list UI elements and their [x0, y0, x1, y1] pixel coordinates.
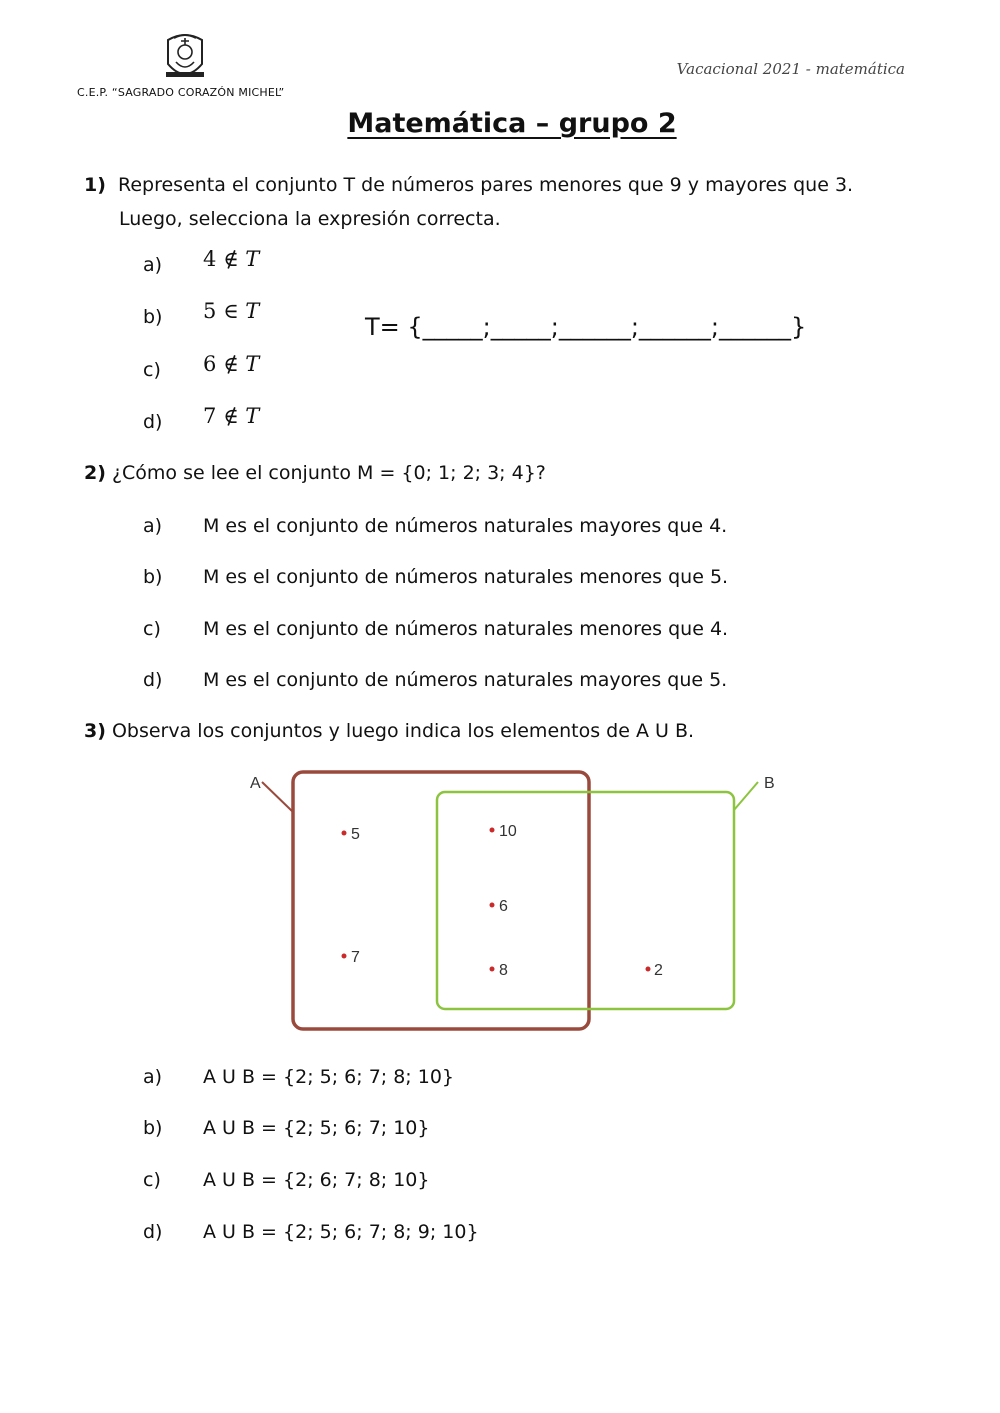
q2-option-d[interactable]: M es el conjunto de números naturales mayores que 5. — [203, 669, 728, 691]
element-7 — [342, 949, 361, 966]
q1-option-letter[interactable]: a) — [143, 254, 163, 276]
q3-option-d[interactable]: A U B = {2; 5; 6; 7; 8; 9; 10} — [203, 1221, 479, 1243]
option-number: 5 — [203, 299, 217, 323]
svg-text:6: 6 — [499, 898, 508, 915]
svg-text:7: 7 — [351, 949, 360, 966]
q3-option-letter[interactable]: c) — [143, 1169, 161, 1191]
q3-option-letter[interactable]: a) — [143, 1066, 163, 1088]
set-a-label: A — [250, 775, 261, 792]
option-number: 7 — [203, 404, 217, 428]
q1-option-letter[interactable]: d) — [143, 411, 163, 433]
q3-option-b[interactable]: A U B = {2; 5; 6; 7; 10} — [203, 1117, 430, 1139]
set-name: T — [245, 247, 260, 271]
svg-text:8: 8 — [499, 962, 508, 979]
question-2-text: ¿Cómo se lee el conjunto M = {0; 1; 2; 3; 4}? — [111, 462, 546, 484]
not-element-symbol: ∉ — [223, 247, 239, 271]
question-1-number: 1) — [84, 174, 106, 196]
element-8 — [490, 962, 509, 979]
school-crest-logo — [160, 28, 210, 88]
question-2 — [84, 462, 546, 484]
set-a-pointer — [262, 782, 293, 812]
q1-option-b[interactable] — [203, 299, 259, 323]
q3-option-a[interactable]: A U B = {2; 5; 6; 7; 8; 10} — [203, 1066, 455, 1088]
element-symbol: ∈ — [223, 299, 239, 323]
q2-option-a[interactable]: M es el conjunto de números naturales mayores que 4. — [203, 515, 728, 537]
set-b-pointer — [734, 782, 758, 810]
q3-option-c[interactable]: A U B = {2; 6; 7; 8; 10} — [203, 1169, 430, 1191]
q2-option-letter[interactable]: b) — [143, 566, 163, 588]
q1-option-c[interactable] — [203, 352, 259, 376]
venn-diagram — [240, 760, 780, 1040]
course-label: Vacacional 2021 - matemática — [676, 60, 905, 78]
element-5 — [342, 826, 361, 843]
element-6 — [490, 898, 509, 915]
question-1-line-1 — [84, 174, 853, 196]
q3-option-letter[interactable]: d) — [143, 1221, 163, 1243]
question-2-number: 2) — [84, 462, 106, 484]
svg-text:2: 2 — [654, 962, 663, 979]
set-name: T — [245, 299, 260, 323]
svg-text:5: 5 — [351, 826, 360, 843]
element-10 — [490, 823, 517, 840]
set-name: T — [245, 404, 260, 428]
set-a-box — [293, 772, 589, 1029]
not-element-symbol: ∉ — [223, 352, 239, 376]
svg-text:10: 10 — [499, 823, 517, 840]
set-b-label: B — [764, 775, 775, 792]
q1-option-letter[interactable]: c) — [143, 359, 161, 381]
q2-option-letter[interactable]: c) — [143, 618, 161, 640]
option-number: 6 — [203, 352, 217, 376]
question-1-text: Representa el conjunto T de números pares menores que 9 y mayores que 3. — [118, 174, 854, 196]
q1-option-d[interactable] — [203, 404, 259, 428]
q2-option-letter[interactable]: d) — [143, 669, 163, 691]
q2-option-b[interactable]: M es el conjunto de números naturales menores que 5. — [203, 566, 729, 588]
set-b-box — [437, 792, 734, 1009]
question-3-text: Observa los conjuntos y luego indica los elementos de A U B. — [111, 720, 695, 742]
question-1-line-2: Luego, selecciona la expresión correcta. — [119, 208, 501, 230]
school-name: C.E.P. “SAGRADO CORAZÓN MICHEL” — [77, 86, 285, 99]
option-number: 4 — [203, 247, 217, 271]
question-3 — [84, 720, 694, 742]
element-2 — [646, 962, 664, 979]
not-element-symbol: ∉ — [223, 404, 239, 428]
set-name: T — [245, 352, 260, 376]
q3-option-letter[interactable]: b) — [143, 1117, 163, 1139]
page-title: Matemática – grupo 2 — [347, 108, 677, 139]
set-t-blank-template[interactable]: T= {_____;_____;______;______;______} — [365, 313, 807, 341]
q2-option-c[interactable]: M es el conjunto de números naturales menores que 4. — [203, 618, 729, 640]
q1-option-a[interactable] — [203, 247, 259, 271]
question-3-number: 3) — [84, 720, 106, 742]
q2-option-letter[interactable]: a) — [143, 515, 163, 537]
q1-option-letter[interactable]: b) — [143, 306, 163, 328]
